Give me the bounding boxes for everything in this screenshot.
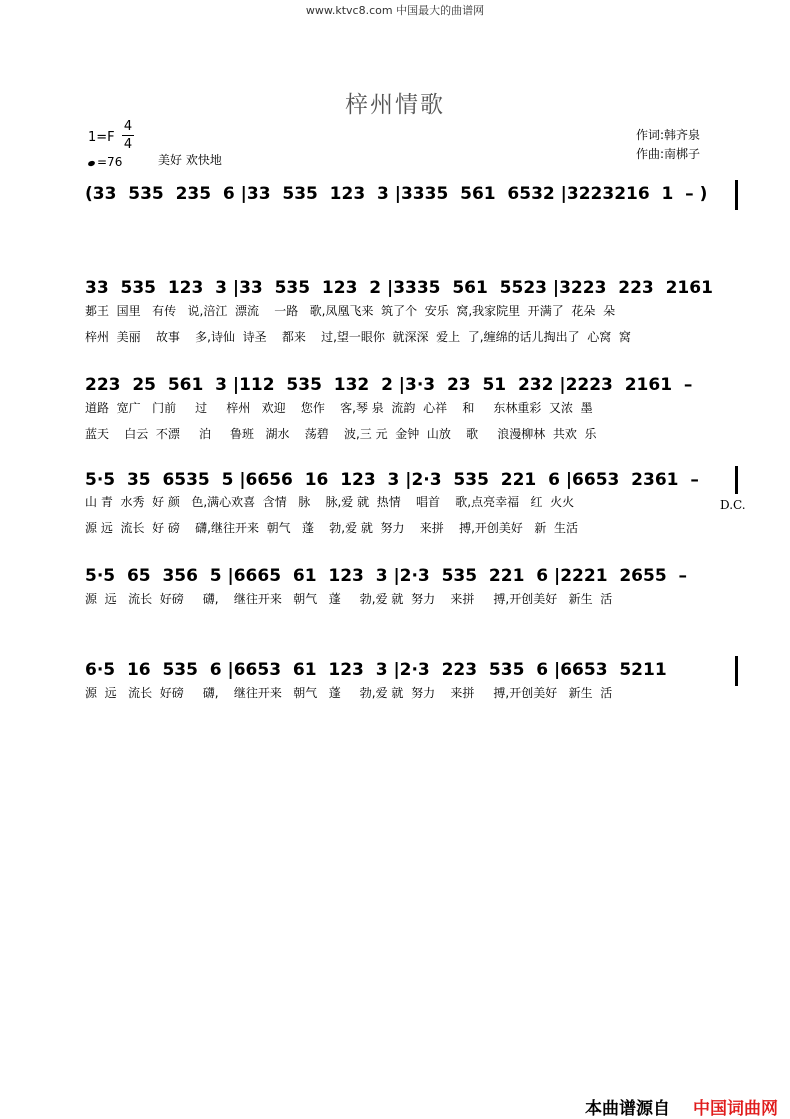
key-signature: 1=F [88, 130, 115, 145]
time-signature [122, 118, 134, 153]
quarter-note-icon [87, 160, 95, 167]
expression-marking: 美好 欢快地 [158, 153, 222, 167]
final-barline [735, 656, 738, 686]
notation-line-4: 5·5 35 6535 5 |6656 16 123 3 |2·3 535 221 6 |6653 2361 – [85, 470, 699, 490]
da-capo-marking: D.C. [720, 498, 746, 512]
notation-line-1: (33 535 235 6 |33 535 123 3 |3335 561 6532 |3223216 1 – ) [85, 184, 708, 204]
time-numerator: 4 [123, 119, 133, 134]
credits [636, 126, 700, 164]
notation-line-3: 223 25 561 3 |112 535 132 2 |3·3 23 51 232 |2223 2161 – [85, 375, 693, 395]
lyric-line-2b: 梓州 美丽 故事 多,诗仙 诗圣 都来 过,望一眼你 就深深 爱上 了,缠绵的话儿掏出了 心窝 窝 [85, 330, 631, 344]
site-header: www.ktvc8.com 中国最大的曲谱网 [305, 4, 485, 17]
repeat-barline [735, 466, 738, 494]
lyric-line-2a: 郪王 国里 有传 说,涪江 漂流 一路 歌,凤凰飞来 筑了个 安乐 窝,我家院里 开满了 花朵 朵 [85, 304, 616, 318]
notation-line-2: 33 535 123 3 |33 535 123 2 |3335 561 5523 |3223 223 2161 [85, 278, 713, 298]
lyricist: 作词:韩齐泉 [636, 128, 701, 142]
notation-line-6: 6·5 16 535 6 |6653 61 123 3 |2·3 223 535 6 |6653 5211 [85, 660, 667, 680]
tempo-value: =76 [97, 155, 123, 169]
lyric-line-6: 源 远 流长 好磅 礴, 继往开来 朝气 蓬 勃,爱 就 努力 来拼 搏,开创美好 新生 活 [85, 686, 613, 700]
tempo-marking [88, 155, 122, 169]
lyric-line-3a: 道路 宽广 门前 过 梓州 欢迎 您作 客,琴 泉 流韵 心祥 和 东林重彩 又浓 墨 [85, 401, 593, 415]
composer: 作曲:南梆子 [636, 147, 701, 161]
end-barline [735, 180, 738, 210]
song-title: 梓州情歌 [345, 92, 445, 118]
lyric-line-3b: 蓝天 白云 不漂 泊 鲁班 湖水 荡碧 波,三 元 金钟 山放 歌 浪漫柳林 共欢 乐 [85, 427, 597, 441]
source-note: 本曲谱源自 [585, 1099, 670, 1119]
lyric-line-5: 源 远 流长 好磅 礴, 继往开来 朝气 蓬 勃,爱 就 努力 来拼 搏,开创美好 新生 活 [85, 592, 613, 606]
lyric-line-4a: 山 青 水秀 好 颜 色,满心欢喜 含情 脉 脉,爱 就 热情 唱首 歌,点亮幸福 红 火火 [85, 495, 575, 509]
time-denominator: 4 [123, 137, 133, 152]
source-site-logo[interactable]: 中国词曲网 [693, 1099, 778, 1119]
notation-line-5: 5·5 65 356 5 |6665 61 123 3 |2·3 535 221 6 |2221 2655 – [85, 566, 688, 586]
lyric-line-4b: 源 远 流长 好 磅 礴,继往开来 朝气 蓬 勃,爱 就 努力 来拼 搏,开创美好 新 生活 [85, 521, 578, 535]
time-signature-bar [122, 135, 134, 136]
